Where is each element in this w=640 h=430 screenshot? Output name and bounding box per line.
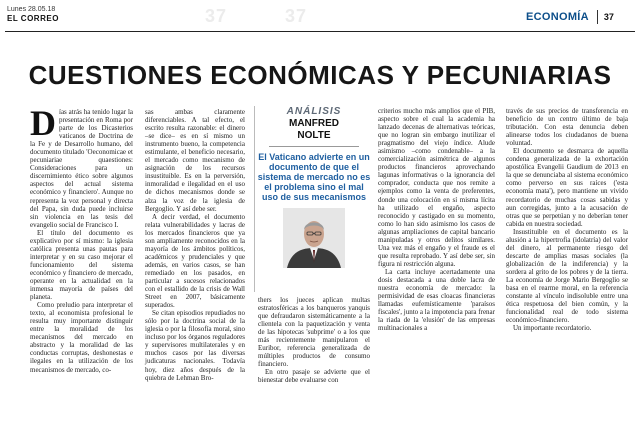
paragraph: En otro pasaje se advierte que el bienestar debe evaluarse con <box>258 368 370 385</box>
headline: CUESTIONES ECONÓMICAS Y PECUNIARIAS <box>28 60 612 90</box>
paragraph: La carta incluye acertadamente una dosis destacada a una doble lacra de nuestra economía de mercado: la permisividad de esas cloacas financieras llamadas eufemísticamente 'paraísos fiscales', junto a la impotencia para frenar la riada de la 'elusión' de las empresas multinacionales a <box>378 267 495 333</box>
paragraph: Se citan episodios repudiados no sólo por la doctrina social de la iglesia o por la filosofía moral, sino incluso por los órganos reguladores y supervisores multilaterales y en muchos casos por las diversas judicaturas nacionales. Todavía hoy, diez años después de la quiebra de Lehman Bro- <box>145 309 245 382</box>
paragraph: través de sus precios de transferencia en beneficio de un centro último de baja tributación. Con esta denuncia deben alinearse todos los ciudadanos de buena voluntad. <box>506 107 628 148</box>
paragraph: A decir verdad, el documento relata vulnerabilidades y lacras de los mercados financieros que ya son ampliamente reconocidos en la mayoría de los ámbitos políticos, académicos y prudenciales y que además, en varios casos, se han remediado en los pasados, en particular a sucesos relacionados con el estallido de la crisis de Wall Street en 2007, básicamente superados. <box>145 212 245 310</box>
paragraph: sas ambas claramente diferenciables. A tal efecto, el escrito resulta razonable: el dinero –se dice– es en sí mismo un instrumento bueno, la competencia estimulante, el beneficio necesario, el mercado como mecanismo de asignación de los recursos insustituible. Es en la perversión, inmoralidad e ilegalidad en el uso de dichos mecanismos donde se alza la voz de la iglesia de Bergoglio. Y así debe ser. <box>145 108 245 213</box>
pull-quote: El Vaticano advierte en un documento de que el sistema de mercado no es el problema sino el mal uso de sus mecanismos <box>257 152 371 203</box>
header-rule <box>5 31 635 32</box>
paragraph: Insustituible en el documento es la alusión a la hipertrofia (idolatría) del valor del dinero, al permanente riesgo del descarte de amplias masas sociales (la globalización de la indiferencia) y la sordera al grito de los pobres y de la tierra. La economía de Jorge Mario Bergoglio se basa en el rearme moral, en la referencia constante al vínculo indisoluble entre una ética respetuosa del bien común, y la funcionalidad real de todo sistema económico-financiero. <box>506 227 628 325</box>
paragraph: thers los jueces aplican multas estratosféricas a los banqueros yanquis que defraudaron sistemáticamente a la clientela con la paquetización y venta de las hipotecas 'subprime' o a los que más recientemente manipularon el Euribor, referencia generalizada de múltiples productos de consumo financiero. <box>258 296 370 369</box>
author-last-name: NOLTE <box>297 130 331 141</box>
page-watermark-left: 37 <box>205 6 228 26</box>
section-block <box>526 6 614 28</box>
paragraph: Como preludio para interpretar el texto, al economista profesional le resulta muy importante distinguir entre la moralidad de los mecanismos del mercado en abstracto y la moralidad de las conductas corruptas, deshonestas e ilegales en la utilización de los mecanismos de mercado, co- <box>30 301 133 374</box>
article-column-4 <box>506 107 628 332</box>
pullquote-rule <box>269 146 359 147</box>
author-first-name: MANFRED <box>289 118 339 129</box>
paragraph: El documento se desmarca de aquella condena generalizada de la exhortación apostólica Evangelii Gaudium de 2013 en la que se denunciaba al sistema económico como perverso en sus raíces ('esta economía mata'), pero mantiene un vivido recordatorio de muchas cosas sabidas y aun corregidas, junto a la acusación de otras que se perpetúan y no deberían tener cabida en nuestra sociedad. <box>506 147 628 228</box>
article-column-2 <box>145 108 245 382</box>
page-header <box>0 0 640 38</box>
publication-date: Lunes 28.05.18 <box>7 6 56 13</box>
paragraph: El título del documento es explicativo por sí mismo: la iglesia católica presenta unas pautas para interpretar y en su caso mejorar el funcionamiento del sistema económico y financiero de mercado, operante en la actualidad en la inmensa mayoría de países del planeta. <box>30 228 133 302</box>
article-column-1 <box>30 103 133 374</box>
analysis-label: ANÁLISIS <box>286 106 342 117</box>
paragraph: ías atrás ha tenido lugar la presentación en Roma por parte de los Dicasterios vaticanos de Doctrina de la Fe y de Desarrollo humano, del documento titulado 'Oeconomicae et pecuniariae quaestiones: Consideraciones para un discernimiento ético sobre algunos aspectos del actual sistema económico y financiero'. Aunque no representa la voz personal y directa del Papa, sin duda puede incluirse sin violencia en las tesis del evangelio social de Francisco I. <box>30 108 133 229</box>
page-number: 37 <box>603 12 614 22</box>
section-name: ECONOMÍA <box>526 11 589 23</box>
publication-name: EL CORREO <box>7 14 59 23</box>
sidebar-divider <box>254 106 255 292</box>
author-photo <box>283 208 345 268</box>
paragraph: Un importante recordatorio. <box>513 324 592 333</box>
article-column-mid <box>258 296 370 385</box>
article-column-3 <box>378 107 495 332</box>
author-portrait-icon <box>283 208 345 268</box>
header-divider <box>597 10 598 24</box>
analysis-sidebar <box>257 106 371 268</box>
paragraph: criterios mucho más amplios que el PIB, aspecto sobre el cual la academia ha lanzado decenas de alternativas teóricas, que no logran sin embargo inutilizar el pragmatismo del viejo índice. Alude asimismo –como condenable– a la comercialización asimétrica de algunos productos financieros aprovechando lagunas informativas o la ignorancia del comprador, conducta que nos remite a ejemplos como la venta de preferentes, donde una colocación en sí misma lícita ha utilizado el engaño, aspecto reconocido y castigado en su momento, como lo han sido asimismo los casos de algunas ampliaciones de capital bancario manipuladas y otros delitos similares. Una vez más el engaño y el fraude es el que resulta reprobado. Y así debe ser, sin figura ni restricción alguna. <box>378 107 495 268</box>
drop-cap: D <box>30 103 56 143</box>
page-watermark-right: 37 <box>285 6 308 26</box>
